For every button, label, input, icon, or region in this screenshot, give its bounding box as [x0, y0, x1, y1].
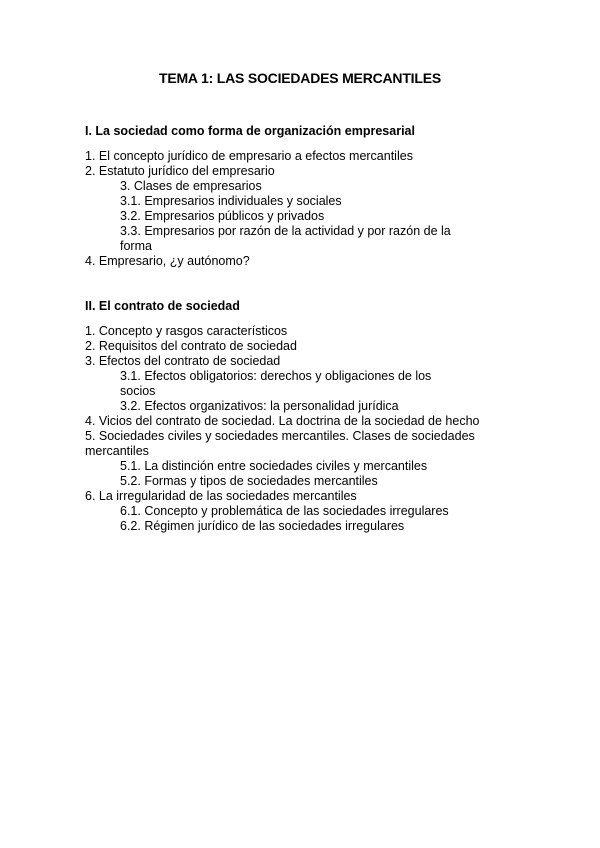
list-item: 3. Clases de empresarios	[120, 179, 262, 193]
list-item: 5.2. Formas y tipos de sociedades mercantiles	[120, 474, 378, 488]
list-item: 4. Empresario, ¿y autónomo?	[85, 254, 250, 268]
page-title: TEMA 1: LAS SOCIEDADES MERCANTILES	[158, 70, 442, 86]
list-item: 3.3. Empresarios por razón de la actividad y por razón de la forma	[120, 224, 451, 253]
list-item: 3.1. Efectos obligatorios: derechos y obligaciones de los socios	[120, 369, 432, 398]
list-item: 4. Vicios del contrato de sociedad. La doctrina de la sociedad de hecho	[85, 414, 480, 428]
list-item: 6.2. Régimen jurídico de las sociedades irregulares	[120, 519, 405, 533]
list-item: 5.1. La distinción entre sociedades civiles y mercantiles	[120, 459, 428, 473]
list-item: 3.2. Empresarios públicos y privados	[120, 209, 325, 223]
list-item: 3. Efectos del contrato de sociedad	[85, 354, 281, 368]
list-item: 2. Requisitos del contrato de sociedad	[85, 339, 297, 353]
list-item: 3.2. Efectos organizativos: la personalidad jurídica	[120, 399, 399, 413]
section-contrato-sociedad	[85, 299, 525, 534]
section-heading: I. La sociedad como forma de organización empresarial	[85, 124, 415, 138]
list-item: 6.1. Concepto y problemática de las sociedades irregulares	[120, 504, 449, 518]
list-item: 1. El concepto jurídico de empresario a efectos mercantiles	[85, 149, 413, 163]
list-item: 1. Concepto y rasgos característicos	[85, 324, 288, 338]
section-organizacion-empresarial	[85, 124, 525, 269]
section-heading: II. El contrato de sociedad	[85, 299, 240, 313]
list-item: 6. La irregularidad de las sociedades mercantiles	[85, 489, 357, 503]
list-item: 2. Estatuto jurídico del empresario	[85, 164, 275, 178]
list-item: 3.1. Empresarios individuales y sociales	[120, 194, 342, 208]
list-item: 5. Sociedades civiles y sociedades mercantiles. Clases de sociedades mercantiles	[85, 429, 475, 458]
